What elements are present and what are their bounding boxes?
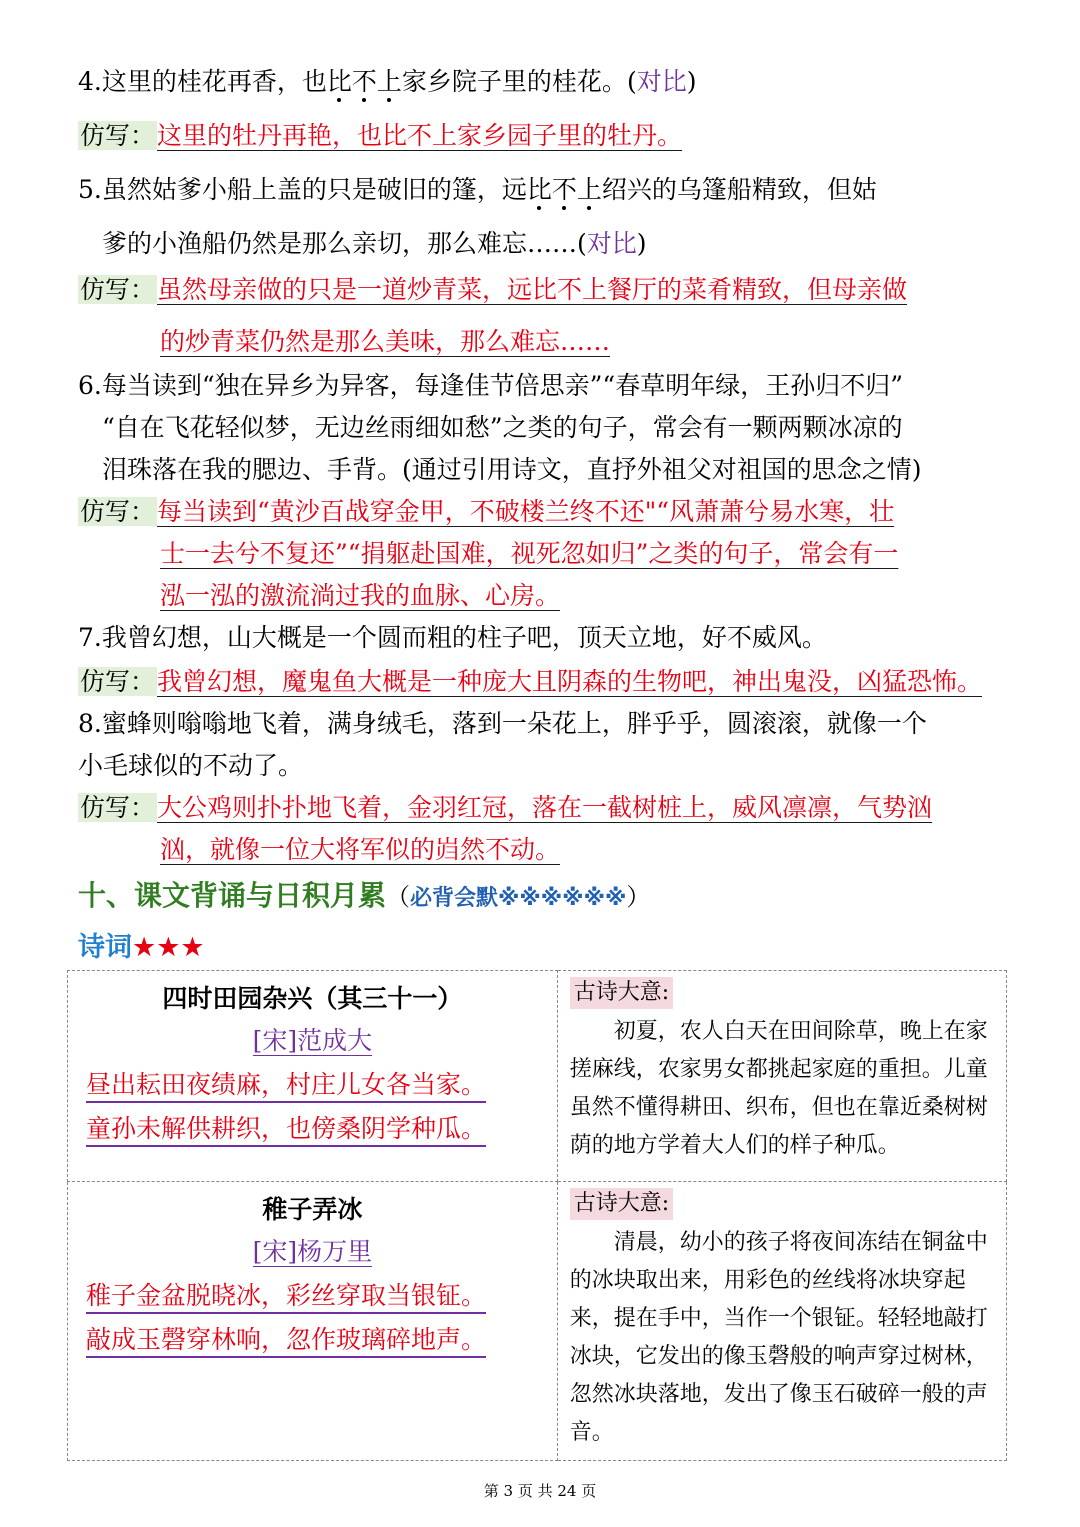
imitation-text: 这里的牡丹再艳，也比不上家乡园子里的牡丹。: [157, 121, 683, 150]
imitation-tag: 仿写：: [80, 667, 156, 696]
section-title: 十、课文背诵与日积月累: [78, 879, 387, 912]
poem-cell: [68, 1182, 558, 1461]
poem-title: 稚子弄冰: [262, 1195, 363, 1224]
technique-label: 对比: [636, 67, 687, 96]
imitation-text: 我曾幻想，魔鬼鱼大概是一种庞大且阴森的生物吧，神出鬼没，凶猛恐怖。: [157, 667, 983, 696]
poem-author: [宋]杨万里: [252, 1237, 373, 1266]
poem-line: 稚子金盆脱晓冰，彩丝穿取当银钲。: [86, 1281, 486, 1314]
technique-label: 对比: [586, 229, 637, 258]
meaning-cell: [557, 971, 1006, 1182]
imitation-text: 士一去兮不复还”“捐躯赴国难，视死忽如归”之类的句子，常会有一: [160, 539, 899, 568]
imitation-6-line-3: [160, 576, 560, 616]
imitation-text: 泓一泓的激流淌过我的血脉、心房。: [160, 581, 561, 610]
item-number: 4.: [78, 67, 102, 96]
imitation-tag: 仿写：: [80, 497, 156, 526]
imitation-tag: 仿写：: [80, 793, 156, 822]
sentence-text: 爹的小渔船仍然是那么亲切，那么难忘……: [102, 229, 578, 258]
meaning-text: 初夏，农人白天在田间除草，晚上在家搓麻线，农家男女都挑起家庭的重担。儿童虽然不懂得耕田、织布，但也在靠近桑树树荫的地方学着大人们的样子种瓜。: [569, 1019, 988, 1158]
sentence-text: 蜜蜂则嗡嗡地飞着，满身绒毛，落到一朵花上，胖乎乎，圆滚滚，就像一个: [101, 709, 927, 738]
imitation-7: [78, 662, 982, 702]
item-6-line-2: [102, 408, 903, 448]
item-number: 7.: [78, 623, 102, 652]
imitation-5-line-1: [78, 270, 907, 310]
sentence-text: 绍兴的乌篷船精致，但姑: [601, 175, 877, 204]
item-number: 8.: [78, 709, 102, 738]
imitation-text: 大公鸡则扑扑地飞着，金羽红冠，落在一截树桩上，威风凛凛，气势汹: [157, 793, 933, 822]
imitation-8-line-1: [78, 788, 932, 828]
sentence-text: 小毛球似的不动了。: [78, 751, 304, 780]
section-note: 必背会默※※※※※※: [410, 886, 627, 911]
imitation-8-line-2: [160, 830, 560, 870]
item-number: 6.: [78, 371, 102, 400]
sentence-text: “自在飞花轻似梦，无边丝雨细如愁”之类的句子，常会有一颗两颗冰凉的: [102, 413, 903, 442]
item-6-line-1: [78, 366, 903, 406]
item-5-line-1: [78, 170, 877, 210]
item-8-line-1: [78, 704, 927, 744]
section-heading: [78, 874, 650, 921]
emphasis-char: 不: [351, 67, 377, 96]
meaning-heading: 古诗大意:: [570, 1188, 673, 1220]
emphasis-char: 不: [551, 175, 577, 204]
page-footer: 第 3 页 共 24 页: [483, 1482, 597, 1500]
paren-open: （: [386, 883, 411, 911]
imitation-text: 的炒青菜仍然是那么美味，那么难忘……: [160, 327, 611, 356]
imitation-6-line-2: [160, 534, 898, 574]
item-number: 5.: [78, 175, 102, 204]
poem-author: [宋]范成大: [252, 1026, 373, 1055]
star-rating: ★★★: [132, 932, 205, 963]
meaning-cell: [557, 1182, 1006, 1461]
item-5-line-2: 爹的小渔船仍然是那么亲切，那么难忘……(对比): [102, 229, 647, 258]
imitation-text: 汹，就像一位大将军似的岿然不动。: [160, 835, 561, 864]
poem-row: [68, 1182, 1007, 1461]
sentence-text: 每当读到“独在异乡为异客，每逢佳节倍思亲”“春草明年绿，王孙归不归”: [101, 371, 903, 400]
imitation-tag: 仿写：: [80, 121, 156, 150]
sentence-text: 家乡院子里的桂花。: [401, 67, 627, 96]
sentence-text: 我曾幻想，山大概是一个圆而粗的柱子吧，顶天立地，好不威风。: [101, 623, 827, 652]
poem-table: [67, 970, 1007, 1461]
subsection-heading: [78, 926, 205, 970]
item-6-line-3: [102, 450, 922, 490]
imitation-text: 每当读到“黄沙百战穿金甲，不破楼兰终不还"“风萧萧兮易水寒，壮: [157, 497, 895, 526]
poem-cell: [68, 971, 558, 1182]
imitation-4: [78, 116, 682, 156]
sentence-text: 这里的桂花再香，也: [101, 67, 327, 96]
item-8-line-2: [78, 746, 303, 786]
poem-line: 敲成玉磬穿林响，忽作玻璃碎地声。: [86, 1325, 486, 1358]
item-4-line: 4.这里的桂花再香，也比不上家乡院子里的桂花。(对比): [78, 67, 697, 96]
imitation-6-line-1: [78, 492, 894, 532]
meaning-heading: 古诗大意:: [570, 977, 673, 1009]
sentence-text: 虽然姑爹小船上盖的只是破旧的篷，远: [101, 175, 527, 204]
emphasis-char: 比: [326, 67, 352, 96]
poem-row: [68, 971, 1007, 1182]
imitation-text: 虽然母亲做的只是一道炒青菜，远比不上餐厅的菜肴精致，但母亲做: [157, 275, 908, 304]
emphasis-char: 上: [576, 175, 602, 204]
emphasis-char: 上: [376, 67, 402, 96]
emphasis-char: 比: [526, 175, 552, 204]
poem-line: 昼出耘田夜绩麻，村庄儿女各当家。: [86, 1070, 486, 1103]
imitation-tag: 仿写：: [80, 275, 156, 304]
poem-line: 童孙未解供耕织，也傍桑阴学种瓜。: [86, 1114, 486, 1147]
poem-title: 四时田园杂兴（其三十一）: [162, 984, 463, 1013]
subsection-title: 诗词: [78, 932, 132, 963]
item-7-line: [78, 618, 827, 658]
paren-close: ）: [626, 883, 651, 911]
imitation-5-line-2: [160, 322, 610, 362]
meaning-text: 清晨，幼小的孩子将夜间冻结在铜盆中的冰块取出来，用彩色的丝线将冰块穿起来，提在手中，当作一个银钲。轻轻地敲打冰块，它发出的像玉磬般的响声穿过树林，忽然冰块落地，发出了像玉石破碎一般的声音。: [569, 1230, 988, 1445]
sentence-text: 泪珠落在我的腮边、手背。(通过引用诗文，直抒外祖父对祖国的思念之情): [102, 455, 922, 484]
